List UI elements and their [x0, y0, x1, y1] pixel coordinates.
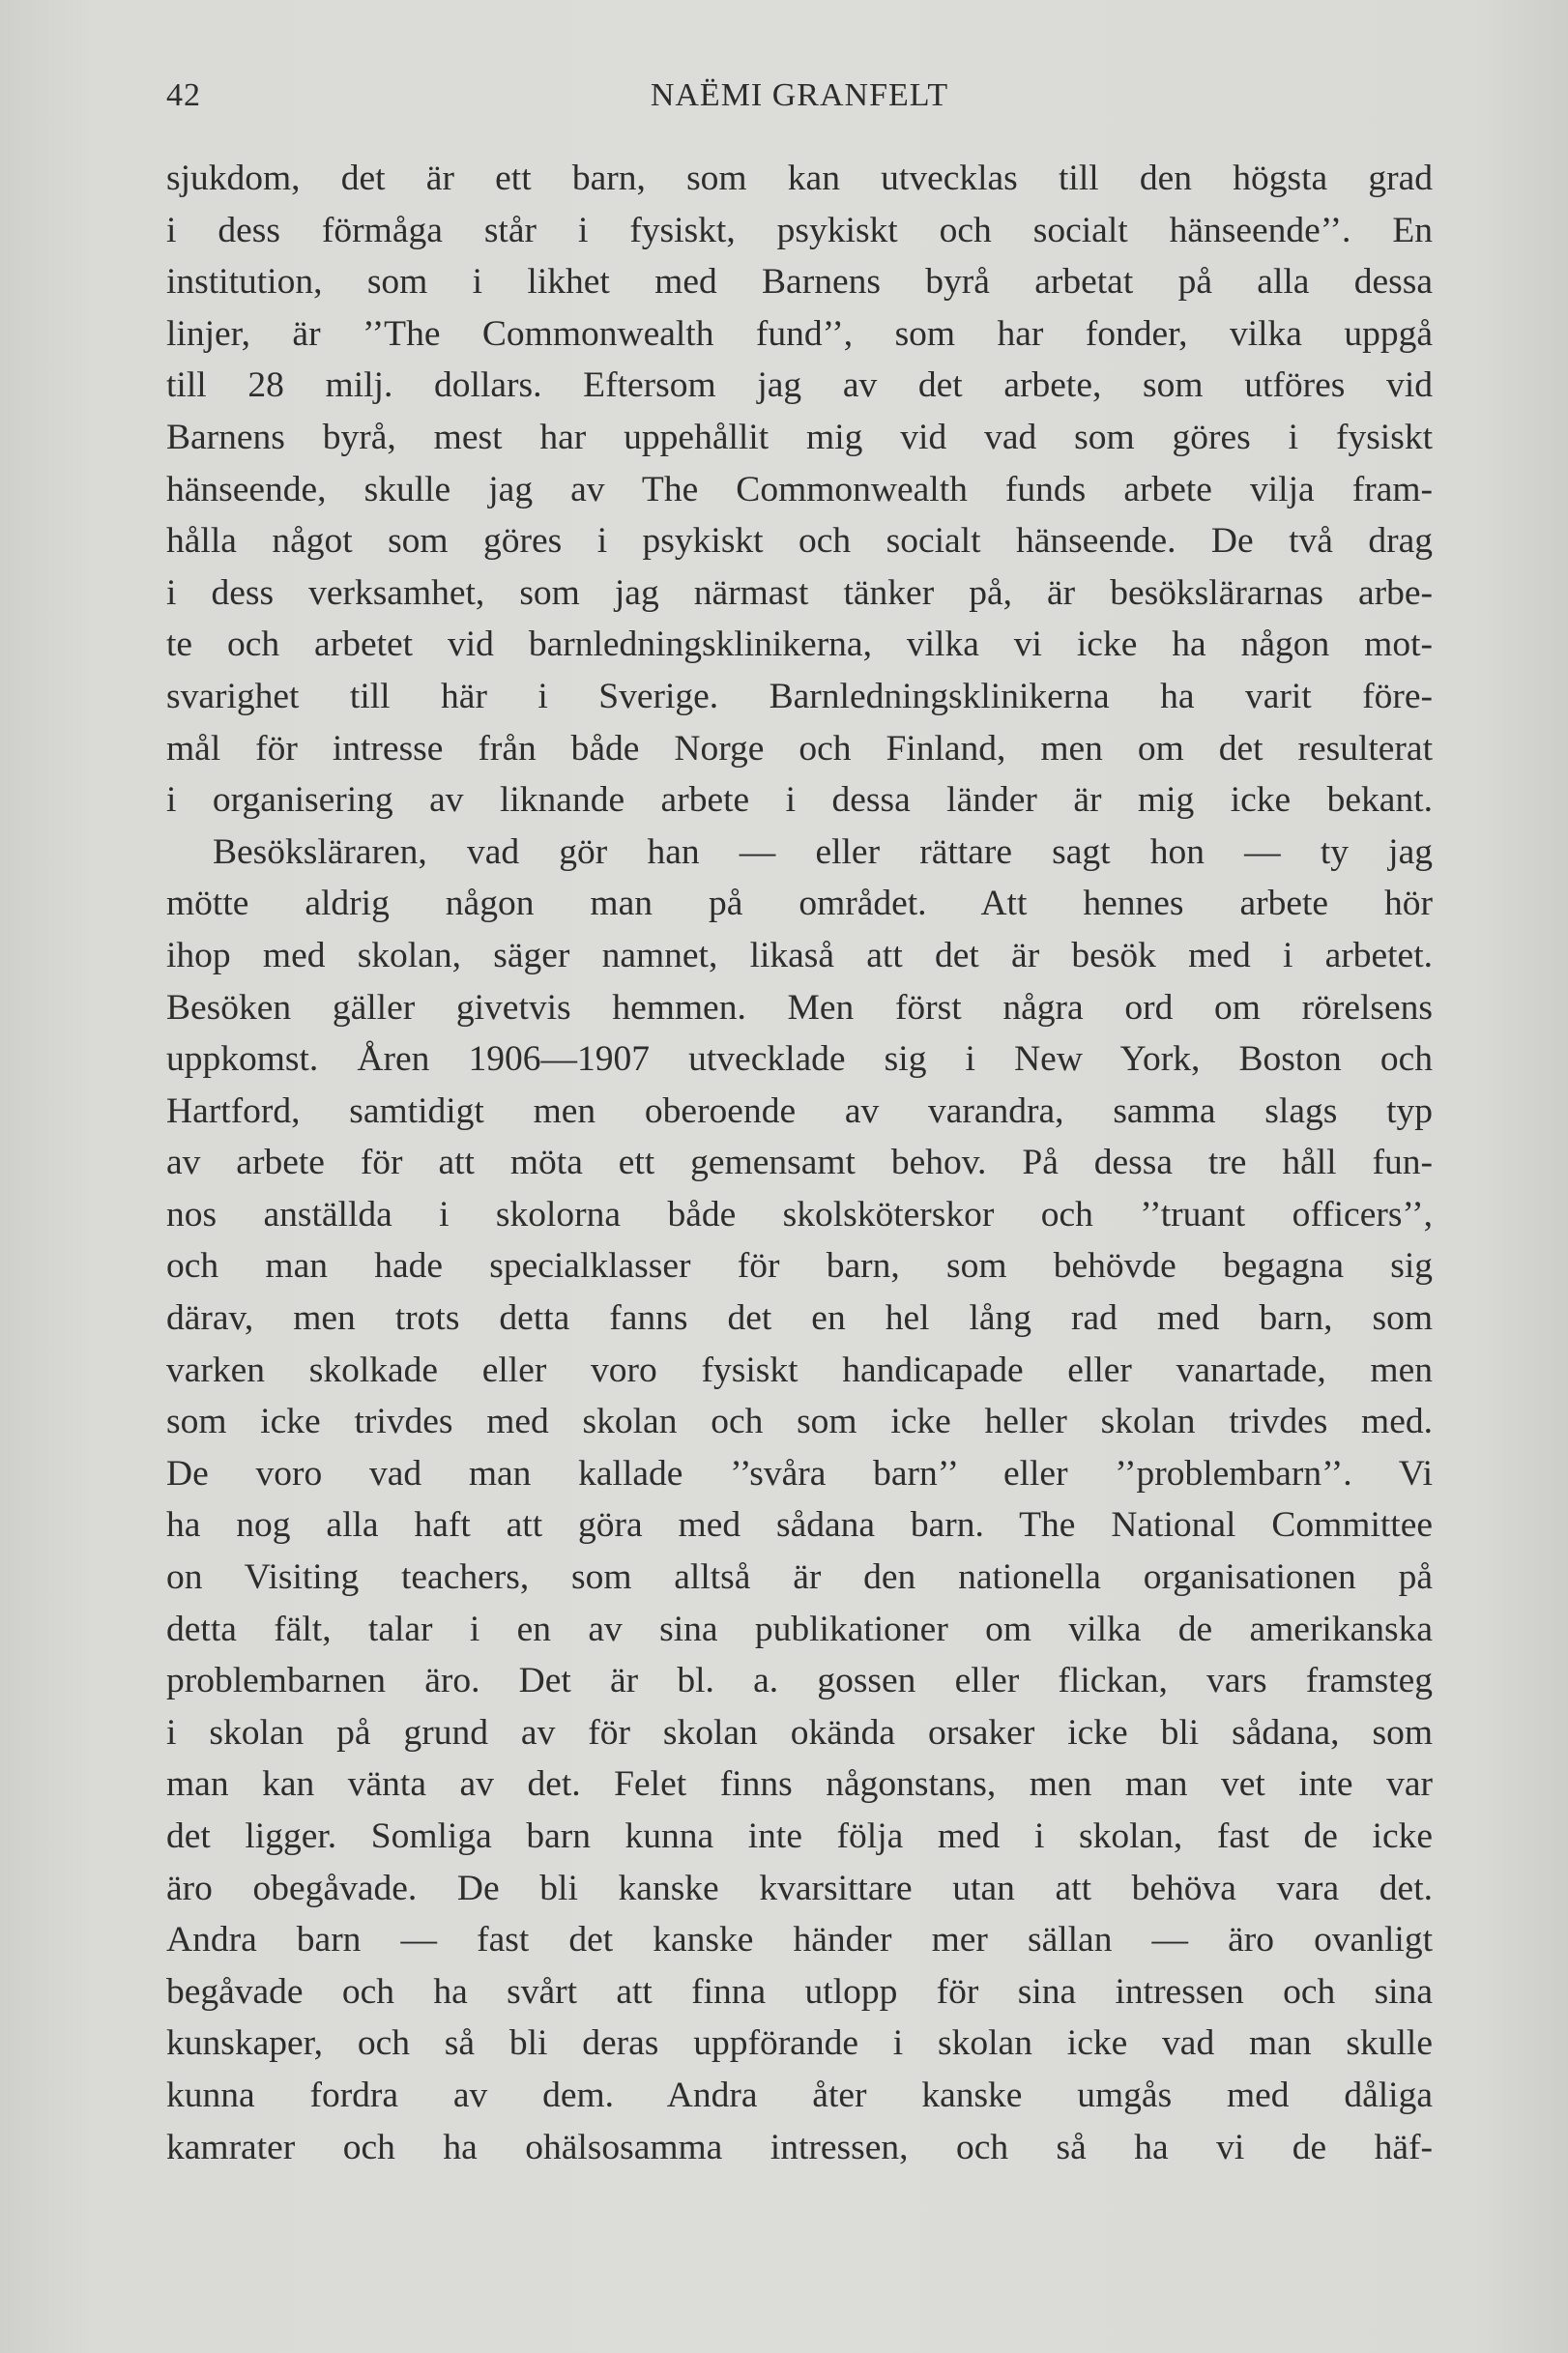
text-line: äro obegåvade. De bli kanske kvarsittare utan att behöva vara det.	[166, 1868, 1433, 1908]
text-line: begåvade och ha svårt att finna utlopp för sina intressen och sina	[166, 1971, 1433, 2012]
text-line: till 28 milj. dollars. Eftersom jag av det arbete, som utföres vid	[166, 365, 1433, 406]
text-line: uppkomst. Åren 1906—1907 utvecklade sig i New York, Boston och	[166, 1039, 1433, 1080]
text-line: svarighet till här i Sverige. Barnledningsklinikerna ha varit före-	[166, 676, 1433, 716]
page-number: 42	[166, 77, 201, 113]
text-line: Andra barn — fast det kanske händer mer sällan — äro ovanligt	[166, 1920, 1433, 1961]
text-line: problembarnen äro. Det är bl. a. gossen eller flickan, vars framsteg	[166, 1661, 1433, 1701]
text-line: De voro vad man kallade ’’svåra barn’’ eller ’’problembarn’’. Vi	[166, 1453, 1433, 1494]
text-line: Barnens byrå, mest har uppehållit mig vid vad som göres i fysiskt	[166, 417, 1433, 457]
text-line: ha nog alla haft att göra med sådana barn. The National Committee	[166, 1505, 1433, 1546]
text-line: varken skolkade eller voro fysiskt handicapade eller vanartade, men	[166, 1350, 1433, 1390]
text-line: som icke trivdes med skolan och som icke heller skolan trivdes med.	[166, 1402, 1433, 1442]
text-line: te och arbetet vid barnledningsklinikerna, vilka vi icke ha någon mot-	[166, 625, 1433, 665]
text-line: Besöksläraren, vad gör han — eller rättare sagt hon — ty jag	[213, 831, 1433, 872]
text-line: det ligger. Somliga barn kunna inte följa med i skolan, fast de icke	[166, 1816, 1433, 1856]
text-line: mötte aldrig någon man på området. Att hennes arbete hör	[166, 884, 1433, 924]
text-line: i dess verksamhet, som jag närmast tänker på, är besökslärarnas arbe-	[166, 572, 1433, 613]
text-line: Hartford, samtidigt men oberoende av varandra, samma slags typ	[166, 1090, 1433, 1131]
text-line: i dess förmåga står i fysiskt, psykiskt och socialt hänseende’’. En	[166, 210, 1433, 250]
text-line: detta fält, talar i en av sina publikationer om vilka de amerikanska	[166, 1609, 1433, 1649]
body-text	[166, 153, 1433, 2173]
text-line: kunna fordra av dem. Andra åter kanske umgås med dåliga	[166, 2075, 1433, 2115]
text-line: mål för intresse från både Norge och Finland, men om det resulterat	[166, 728, 1433, 769]
text-line: hålla något som göres i psykiskt och socialt hänseende. De två drag	[166, 521, 1433, 562]
text-line: i skolan på grund av för skolan okända orsaker icke bli sådana, som	[166, 1712, 1433, 1753]
text-line: kunskaper, och så bli deras uppförande i skolan icke vad man skulle	[166, 2023, 1433, 2064]
text-line: kamrater och ha ohälsosamma intressen, och så ha vi de häf-	[166, 2127, 1433, 2167]
text-line: hänseende, skulle jag av The Commonwealth funds arbete vilja fram-	[166, 469, 1433, 509]
text-line: institution, som i likhet med Barnens byrå arbetat på alla dessa	[166, 262, 1433, 303]
running-title: NAËMI GRANFELT	[650, 77, 949, 113]
text-line: ihop med skolan, säger namnet, likaså att det är besök med i arbetet.	[166, 935, 1433, 975]
text-line: nos anställda i skolorna både skolsköterskor och ’’truant officers’’,	[166, 1194, 1433, 1235]
text-line: i organisering av liknande arbete i dessa länder är mig icke bekant.	[166, 780, 1433, 821]
text-line: av arbete för att möta ett gemensamt behov. På dessa tre håll fun-	[166, 1143, 1433, 1183]
text-line: och man hade specialklasser för barn, som behövde begagna sig	[166, 1246, 1433, 1287]
text-line: on Visiting teachers, som alltså är den nationella organisationen på	[166, 1557, 1433, 1598]
text-line: därav, men trots detta fanns det en hel lång rad med barn, som	[166, 1298, 1433, 1339]
text-line: linjer, är ’’The Commonwealth fund’’, som har fonder, vilka uppgå	[166, 313, 1433, 354]
page-header	[166, 70, 1433, 120]
text-line: Besöken gäller givetvis hemmen. Men först några ord om rörelsens	[166, 987, 1433, 1028]
text-line: man kan vänta av det. Felet finns någonstans, men man vet inte var	[166, 1764, 1433, 1805]
text-line: sjukdom, det är ett barn, som kan utvecklas till den högsta grad	[166, 159, 1433, 198]
